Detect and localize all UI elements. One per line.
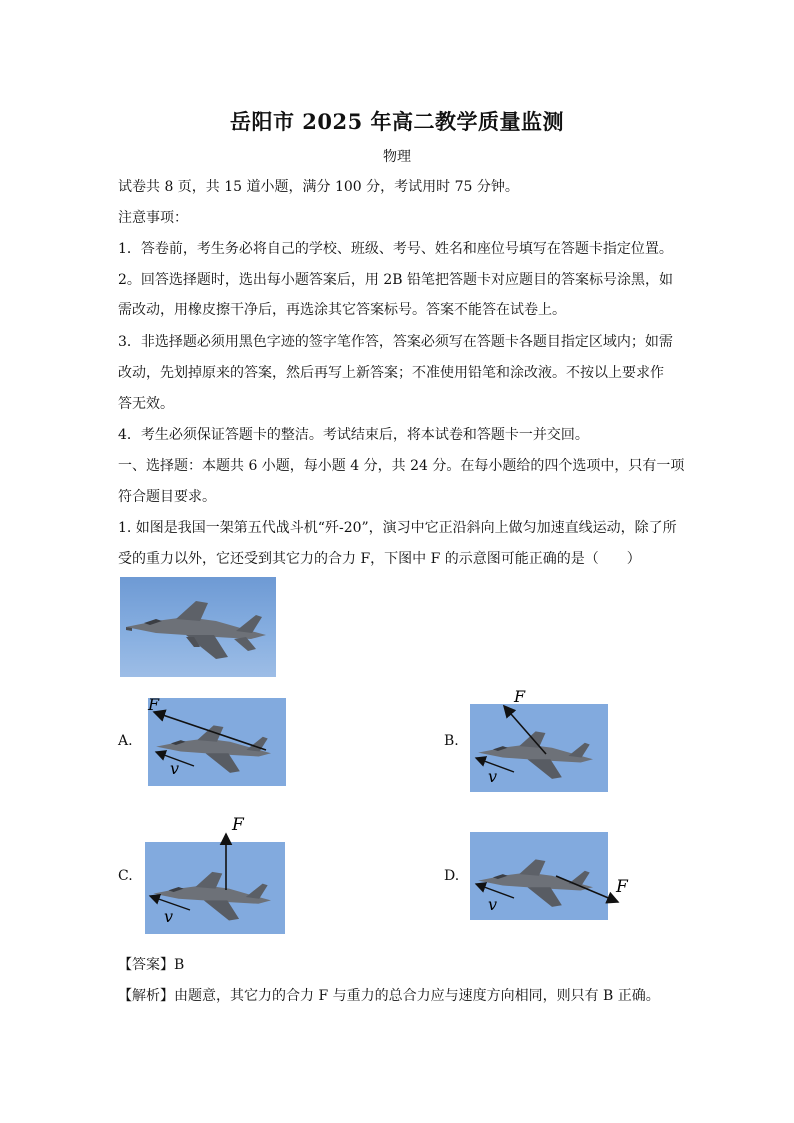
velocity-label: v: [164, 907, 174, 926]
force-label: F: [514, 687, 526, 706]
notice-3-line-3: 答无效。: [118, 396, 174, 412]
jet-main-photo: [120, 577, 276, 677]
option-a-figure: [142, 690, 290, 790]
page-title: 岳阳市 2025 年高二教学质量监测: [229, 109, 565, 134]
velocity-label: v: [488, 767, 498, 786]
notice-1-line-1: 1．答卷前，考生务必将自己的学校、班级、考号、姓名和座位号填写在答题卡指定位置。: [118, 241, 673, 257]
notice-2-line-2: 需改动，用橡皮擦干净后，再选涂其它答案标号。答案不能答在试卷上。: [118, 302, 566, 318]
question-1-line-2: 受的重力以外，它还受到其它力的合力 F，下图中 F 的示意图可能正确的是（ ）: [118, 551, 641, 567]
force-label: F: [148, 695, 160, 714]
option-b-letter: B.: [444, 733, 459, 749]
velocity-label: v: [170, 759, 180, 778]
force-label: F: [616, 877, 628, 897]
exam-info: 试卷共 8 页，共 15 道小题，满分 100 分，考试用时 75 分钟。: [118, 179, 519, 195]
option-a-letter: A.: [118, 733, 133, 749]
notice-3-line-1: 3．非选择题必须用黑色字迹的签字笔作答，答案必须写在答题卡各题目指定区域内；如需: [118, 334, 673, 350]
answer-line: 【答案】B: [118, 957, 185, 973]
force-label: F: [232, 815, 244, 835]
subject-label: 物理: [383, 149, 411, 165]
notice-4-line-1: 4．考生必须保证答题卡的整洁。考试结束后，将本试卷和答题卡一并交回。: [118, 427, 589, 443]
section-heading-line-1: 一、选择题：本题共 6 小题，每小题 4 分，共 24 分。在每小题给的四个选项中，只有一项: [118, 458, 685, 474]
notice-2-line-1: 2。回答选择题时，选出每小题答案后，用 2B 铅笔把答题卡对应题目的答案标号涂黑，如: [118, 272, 674, 288]
question-1-line-1: 1. 如图是我国一架第五代战斗机“歼-20”，演习中它正沿斜向上做匀加速直线运动，除了所: [118, 520, 677, 536]
explanation-line: 【解析】由题意，其它力的合力 F 与重力的总合力应与速度方向相同，则只有 B 正确。: [118, 988, 660, 1004]
notice-title: 注意事项：: [118, 210, 188, 226]
velocity-label: v: [488, 895, 498, 914]
notice-3-line-2: 改动，先划掉原来的答案，然后再写上新答案；不准使用铅笔和涂改液。不按以上要求作: [118, 365, 664, 381]
option-c-letter: C.: [118, 868, 133, 884]
option-d-figure: [466, 828, 642, 924]
section-heading-line-2: 符合题目要求。: [118, 489, 216, 505]
fighter-jet-icon: [120, 577, 276, 677]
option-c-figure: [142, 812, 288, 936]
option-d-letter: D.: [444, 868, 460, 884]
option-b-figure: [466, 686, 610, 794]
